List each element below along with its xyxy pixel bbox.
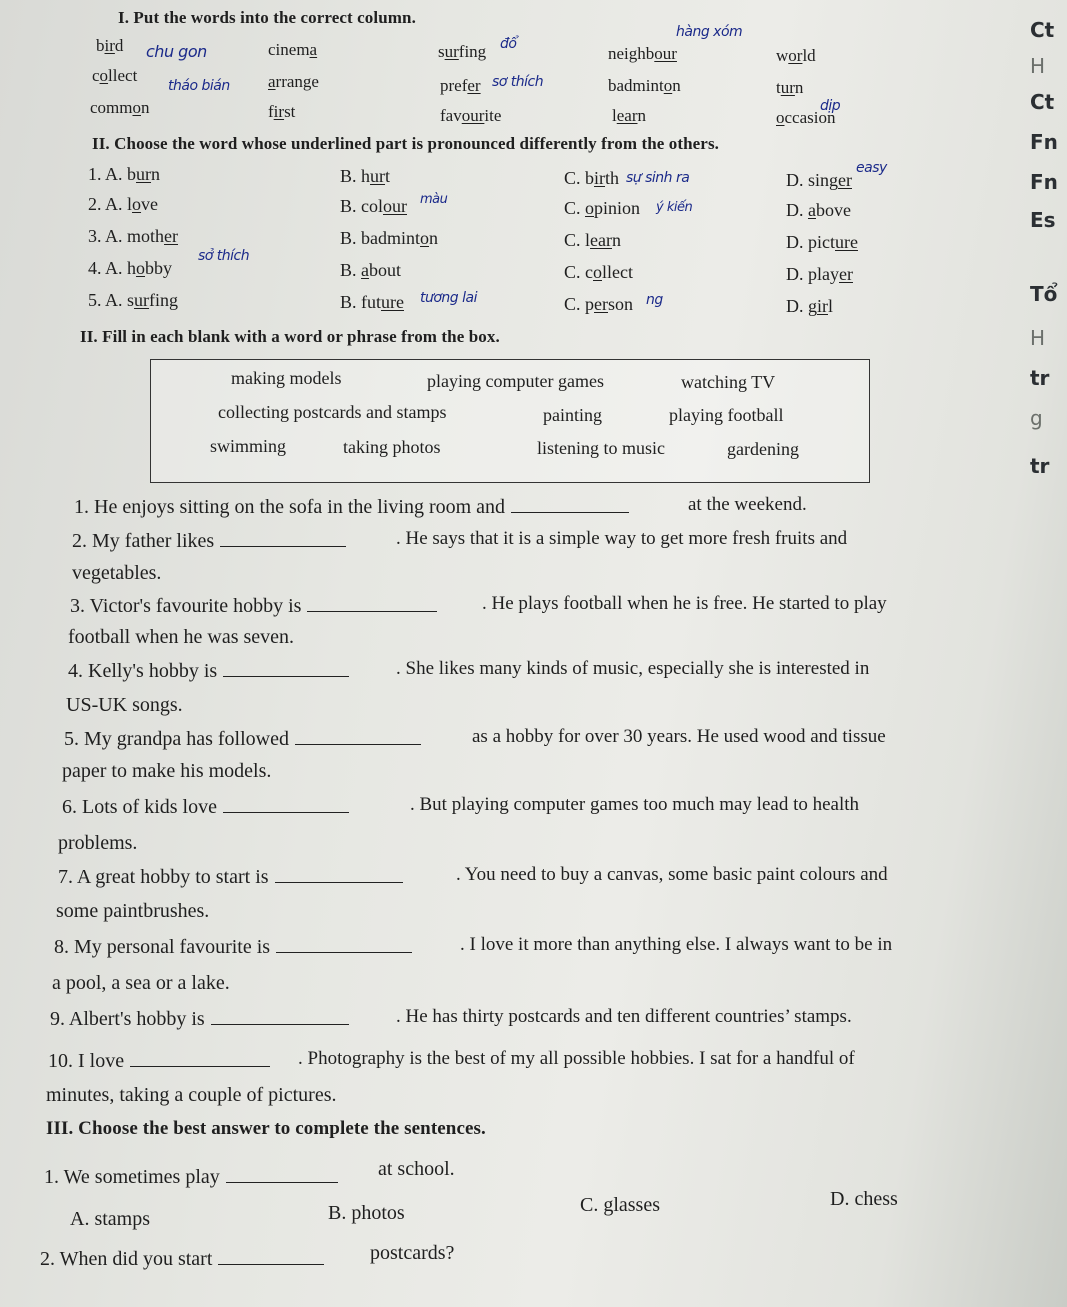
word-suffix: llect — [602, 262, 633, 282]
word-suffix: n — [141, 98, 150, 117]
handwritten-note: đổ — [500, 36, 517, 52]
word-prefix: l — [612, 106, 617, 125]
answer-blank[interactable] — [218, 1250, 324, 1265]
handwritten-note: màu — [420, 192, 448, 207]
answer-blank[interactable] — [511, 498, 629, 513]
sentence-text: . He has thirty postcards and ten different countries’ stamps. — [396, 1006, 852, 1027]
question-tail: postcards? — [370, 1242, 455, 1264]
word-item — [268, 40, 317, 60]
question-2 — [40, 1248, 330, 1271]
box-word: painting — [543, 405, 602, 425]
word-prefix: t — [776, 78, 781, 97]
word-item — [268, 72, 319, 92]
fill-sentence — [72, 530, 352, 553]
word-prefix: f — [268, 102, 274, 121]
section1-heading: I. Put the words into the correct column. — [118, 8, 416, 27]
edge-text: g — [1030, 406, 1043, 430]
edge-text: tr — [1030, 366, 1050, 390]
box-word: watching TV — [681, 372, 776, 392]
sentence-text: 7. A great hobby to start is — [58, 866, 269, 888]
option-d[interactable]: D. chess — [830, 1188, 898, 1210]
word-suffix: son — [608, 294, 634, 314]
word-suffix: n — [429, 228, 438, 248]
word-prefix: D. pict — [786, 232, 835, 252]
edge-text: Ct — [1030, 90, 1055, 114]
question-number: 2. A. — [88, 194, 128, 214]
fill-sentence — [64, 728, 427, 751]
section4-heading: III. Choose the best answer to complete the sentences. — [46, 1118, 486, 1139]
word-prefix: neighb — [608, 44, 655, 63]
sentence-text: . Photography is the best of my all possible hobbies. I sat for a handful of — [298, 1048, 855, 1069]
underlined-part: or — [788, 46, 803, 65]
word-prefix: D. play — [786, 264, 839, 284]
sentence-continuation: football when he was seven. — [68, 626, 295, 648]
sentence-text: 1. He enjoys sitting on the sofa in the living room and — [74, 496, 506, 518]
option-b[interactable] — [340, 228, 438, 249]
handwritten-note: ng — [646, 292, 663, 308]
answer-blank[interactable] — [295, 730, 421, 745]
sentence-continuation: US-UK songs. — [66, 694, 183, 716]
underlined-part: er — [467, 76, 481, 95]
word-suffix: t — [385, 166, 391, 186]
word-suffix: fing — [149, 290, 179, 310]
word-prefix: C. p — [564, 294, 595, 314]
underlined-part: o — [585, 198, 595, 218]
underlined-part: ure — [381, 292, 404, 312]
edge-text: tr — [1030, 454, 1050, 478]
box-word: swimming — [210, 436, 287, 456]
option-b[interactable] — [340, 166, 390, 187]
fill-sentence — [70, 595, 443, 618]
edge-text: Es — [1030, 208, 1056, 232]
option-c[interactable]: C. glasses — [580, 1194, 660, 1216]
word-prefix: B. col — [340, 196, 383, 216]
word-suffix: n — [612, 230, 621, 250]
option-a[interactable] — [88, 290, 178, 311]
underlined-part: o — [132, 194, 142, 214]
word-suffix: n — [151, 164, 161, 184]
underlined-part: er — [164, 226, 179, 246]
option-b[interactable]: B. photos — [328, 1202, 405, 1224]
edge-text: Fn — [1030, 170, 1058, 194]
word-item — [438, 42, 486, 62]
word-prefix: s — [127, 290, 135, 310]
word-prefix: B. h — [340, 166, 371, 186]
answer-blank[interactable] — [211, 1010, 349, 1025]
word-suffix: n — [794, 78, 804, 97]
sentence-text: 9. Albert's hobby is — [50, 1008, 205, 1030]
word-prefix: b — [96, 36, 105, 55]
underlined-part: ear — [616, 106, 638, 125]
handwritten-note: sự sinh ra — [626, 170, 690, 186]
sentence-continuation: some paintbrushes. — [56, 900, 210, 922]
word-suffix: ccasion — [784, 108, 836, 127]
box-word: playing football — [669, 405, 784, 425]
underlined-part: er — [838, 170, 852, 190]
question-number: 3. A. — [88, 226, 128, 246]
underlined-part: o — [776, 108, 785, 127]
box-word: playing computer games — [427, 371, 604, 391]
underlined-part: a — [309, 40, 318, 59]
option-d[interactable] — [786, 296, 833, 317]
underlined-part: ir — [817, 296, 828, 316]
underlined-part: our — [383, 196, 407, 216]
box-word: collecting postcards and stamps — [218, 402, 447, 422]
option-c[interactable] — [564, 294, 633, 315]
edge-text: Fn — [1030, 130, 1058, 154]
underlined-part: er — [839, 264, 853, 284]
word-prefix: B. — [340, 260, 362, 280]
option-c[interactable] — [564, 168, 619, 189]
answer-blank[interactable] — [223, 798, 349, 813]
question-1 — [44, 1166, 344, 1189]
sentence-text: 5. My grandpa has followed — [64, 728, 289, 750]
word-item — [440, 106, 501, 126]
option-a[interactable]: A. stamps — [70, 1208, 150, 1230]
word-prefix: D. sing — [786, 170, 839, 190]
fill-sentence — [54, 936, 418, 959]
word-prefix: C. b — [564, 168, 595, 188]
underlined-part: ur — [136, 164, 152, 184]
handwritten-note: dịp — [820, 98, 841, 114]
sentence-text: . I love it more than anything else. I always want to be in — [460, 934, 893, 955]
option-b[interactable] — [340, 196, 407, 217]
word-suffix: ld — [802, 46, 816, 65]
word-suffix: bby — [145, 258, 173, 278]
handwritten-note: tương lai — [420, 290, 477, 306]
word-suffix: fing — [458, 42, 487, 61]
word-suffix: l — [828, 296, 834, 316]
box-word: making models — [231, 368, 342, 388]
underlined-part: o — [420, 228, 429, 248]
fill-sentence — [50, 1008, 355, 1031]
question-stem: 1. We sometimes play — [44, 1166, 220, 1188]
word-prefix: B. fut — [340, 292, 382, 312]
sentence-text: at the weekend. — [688, 494, 807, 515]
fill-sentence — [68, 660, 355, 683]
word-suffix: ite — [484, 106, 502, 125]
underlined-part: ir — [594, 168, 606, 188]
word-prefix: s — [438, 42, 445, 61]
word-suffix: rrange — [275, 72, 319, 91]
box-word: taking photos — [343, 437, 441, 457]
option-d[interactable] — [786, 264, 853, 285]
underlined-part: o — [132, 98, 141, 117]
word-item — [776, 46, 816, 66]
sentence-text: . He plays football when he is free. He started to play — [482, 593, 887, 614]
word-item — [608, 44, 677, 64]
question-stem: 2. When did you start — [40, 1248, 213, 1270]
sentence-text: 8. My personal favourite is — [54, 936, 271, 958]
option-a[interactable] — [88, 194, 158, 215]
word-prefix: l — [127, 194, 133, 214]
word-prefix: C. — [564, 198, 586, 218]
word-prefix: fav — [440, 106, 462, 125]
sentence-text: 10. I love — [48, 1050, 125, 1072]
underlined-part: our — [461, 106, 485, 125]
word-prefix: C. l — [564, 230, 591, 250]
underlined-part: ir — [273, 102, 285, 121]
word-prefix: D. g — [786, 296, 817, 316]
option-c[interactable] — [564, 198, 640, 219]
sentence-continuation: minutes, taking a couple of pictures. — [46, 1084, 337, 1106]
underlined-part: ear — [590, 230, 612, 250]
word-item — [612, 106, 646, 126]
word-suffix: th — [605, 168, 620, 188]
word-prefix: cinem — [268, 40, 310, 59]
question-number: 1. A. — [88, 164, 128, 184]
word-suffix: bout — [369, 260, 402, 280]
handwritten-note: sơ thích — [492, 74, 544, 90]
underlined-part: ur — [370, 166, 386, 186]
word-prefix: badmint — [608, 76, 664, 95]
underlined-part: o — [136, 258, 146, 278]
box-word: gardening — [727, 439, 799, 459]
word-prefix: C. c — [564, 262, 593, 282]
underlined-part: ur — [444, 42, 459, 61]
word-prefix: B. badmint — [340, 228, 420, 248]
underlined-part: ur — [780, 78, 795, 97]
option-b[interactable] — [340, 292, 404, 313]
word-prefix: w — [776, 46, 789, 65]
handwritten-note: chu gon — [146, 42, 207, 61]
handwritten-note: tháo bián — [168, 78, 230, 94]
handwritten-note: hàng xóm — [676, 24, 743, 40]
word-suffix: n — [672, 76, 681, 95]
option-a[interactable] — [88, 226, 178, 247]
fill-sentence — [48, 1050, 276, 1073]
word-suffix: pinion — [594, 198, 641, 218]
option-c[interactable] — [564, 230, 621, 251]
answer-blank[interactable] — [220, 532, 346, 547]
sentence-continuation: paper to make his models. — [62, 760, 272, 782]
word-item — [608, 76, 681, 96]
underlined-part: ure — [835, 232, 858, 252]
fill-sentence — [74, 496, 635, 519]
handwritten-note: ý kiến — [656, 200, 693, 215]
word-item — [440, 76, 481, 96]
fill-sentence — [58, 866, 409, 889]
sentence-text: . She likes many kinds of music, especially she is interested in — [396, 658, 870, 679]
word-suffix: n — [637, 106, 646, 125]
word-suffix: d — [114, 36, 124, 55]
option-d[interactable] — [786, 200, 851, 221]
word-prefix: h — [127, 258, 137, 278]
underlined-part: er — [594, 294, 608, 314]
sentence-text: 4. Kelly's hobby is — [68, 660, 218, 682]
underlined-part: a — [361, 260, 370, 280]
option-d[interactable] — [786, 232, 858, 253]
fill-sentence — [62, 796, 355, 819]
word-item — [92, 66, 137, 86]
answer-blank[interactable] — [226, 1168, 338, 1183]
underlined-part: ur — [134, 290, 150, 310]
word-prefix: comm — [90, 98, 133, 117]
underlined-part: o — [593, 262, 602, 282]
answer-blank[interactable] — [307, 597, 437, 612]
answer-blank[interactable] — [275, 868, 403, 883]
word-item — [268, 102, 295, 122]
word-suffix: bove — [816, 200, 851, 220]
section2-heading: II. Choose the word whose underlined part is pronounced differently from the others. — [92, 134, 720, 153]
edge-text: Ct — [1030, 18, 1055, 42]
sentence-text: as a hobby for over 30 years. He used wood and tissue — [472, 726, 886, 747]
handwritten-note: sở thích — [198, 248, 250, 264]
sentence-text: 6. Lots of kids love — [62, 796, 217, 818]
edge-text: Tổ — [1030, 282, 1058, 306]
option-d[interactable] — [786, 170, 852, 191]
underlined-part: our — [654, 44, 677, 63]
sentence-continuation: a pool, a sea or a lake. — [52, 972, 230, 994]
answer-blank[interactable] — [276, 938, 412, 953]
option-b[interactable] — [340, 260, 401, 281]
underlined-part: ir — [104, 36, 115, 55]
box-word: listening to music — [537, 438, 665, 458]
answer-blank[interactable] — [130, 1052, 270, 1067]
sentence-continuation: vegetables. — [72, 562, 162, 584]
question-number: 5. A. — [88, 290, 128, 310]
word-suffix: st — [284, 102, 296, 121]
word-item — [90, 98, 150, 118]
word-item — [96, 36, 123, 56]
sentence-text: . You need to buy a canvas, some basic paint colours and — [456, 864, 888, 885]
sentence-text: 2. My father likes — [72, 530, 215, 552]
edge-text: H — [1030, 326, 1046, 350]
word-item — [776, 78, 803, 98]
underlined-part: o — [663, 76, 673, 95]
sentence-continuation: problems. — [58, 832, 138, 854]
word-prefix: b — [127, 164, 137, 184]
word-prefix: D. — [786, 200, 808, 220]
word-suffix: llect — [108, 66, 138, 85]
question-number: 4. A. — [88, 258, 128, 278]
word-prefix: c — [92, 66, 100, 85]
word-prefix: moth — [127, 226, 165, 246]
section3-heading: II. Fill in each blank with a word or phrase from the box. — [80, 327, 500, 346]
word-box — [150, 359, 870, 483]
underlined-part: a — [808, 200, 816, 220]
edge-text: H — [1030, 54, 1046, 78]
underlined-part: o — [99, 66, 109, 85]
option-a[interactable] — [88, 258, 172, 279]
handwritten-note: easy — [856, 160, 887, 176]
option-c[interactable] — [564, 262, 633, 283]
word-prefix: pref — [440, 76, 468, 95]
underlined-part: a — [268, 72, 276, 91]
word-suffix: ve — [141, 194, 159, 214]
answer-blank[interactable] — [223, 662, 349, 677]
sentence-text: 3. Victor's favourite hobby is — [70, 595, 302, 617]
sentence-text: . But playing computer games too much may lead to health — [410, 794, 860, 815]
question-tail: at school. — [378, 1158, 455, 1180]
sentence-text: . He says that it is a simple way to get more fresh fruits and — [396, 528, 848, 549]
option-a[interactable] — [88, 164, 160, 185]
